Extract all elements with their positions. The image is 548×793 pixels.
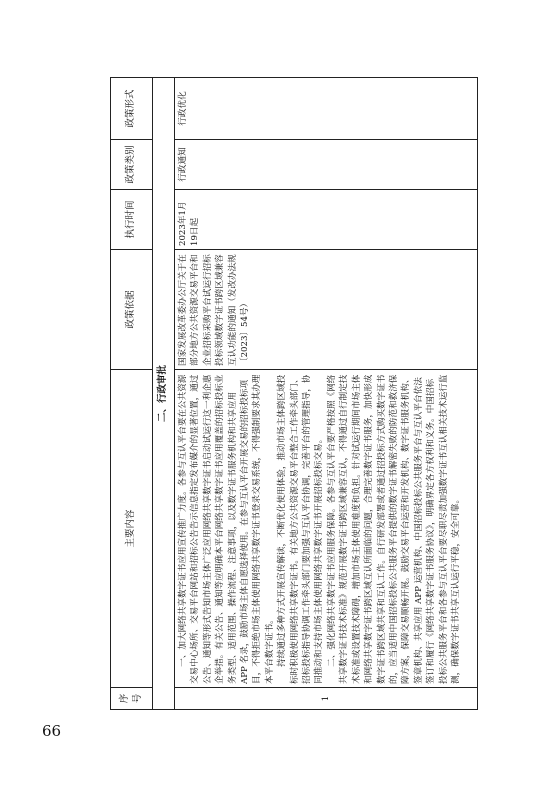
policy-table	[110, 77, 478, 710]
header-content: 主要内容	[111, 370, 153, 688]
policy-table-frame	[110, 78, 478, 710]
header-type: 政策类别	[111, 140, 153, 190]
policy-table-rotated	[110, 78, 478, 710]
row-time: 2023年1月19日起	[175, 190, 478, 250]
header-seq: 序号	[111, 688, 153, 710]
row-seq: 1	[175, 688, 478, 710]
content-paragraph-2: 持续通过多种方式开展宣传解读，不断优化使用体验，推动市场主体跨区域投标时积极使用网络共享数字证书。有关地方公共资源交易平台整合工作牵头部门、招标投标指导协调工作牵头部门要加强与互认平台协调，完善平台的管理指导，协同推动和支持市场主体使用网络共享数字证书开展招标投标交易。	[277, 374, 325, 684]
table-row	[175, 78, 478, 710]
row-content	[175, 370, 478, 688]
page-number: 66	[42, 722, 62, 740]
section-title: 二、行政审批	[153, 78, 175, 710]
header-basis: 政策依据	[111, 250, 153, 370]
table-header-row	[111, 78, 153, 710]
row-basis: 国家发展改革委办公厅关于在部分地方公共资源交易平台和企业招标采购平台试运行招标投标领域数字证书跨区域兼容互认功能的通知（发改办法规〔2023〕54号）	[175, 250, 478, 370]
header-time: 执行时间	[111, 190, 153, 250]
row-form: 行政优化	[175, 78, 478, 140]
row-type: 行政通知	[175, 140, 478, 190]
header-form: 政策形式	[111, 78, 153, 140]
section-row	[153, 78, 175, 710]
content-paragraph-1: 一、加大网络共享数字证书应用宣传推广力度。各参与互认平台要在公共资源交易中心场所、交易平台网站和招标公告告示信息指定发布媒介的显著位置，通过公告、通知等形式告知市场主体广泛应用网络共享数字证书启动试运行这一利企惠企举措。有关公告、通知等应明确本平台网络共享数字证书应用覆盖的招标投标业务类型、适用范围、操作流程、注意事项，以及数字证书服务机构和共享应用 APP 名录，鼓励市场主体自愿选择使用。在参与互认平台开展交易的招标投标项目，不得拒绝市场主体使用网络共享数字证书登录交易系统，不得强制要求其办理本平台数字证书。	[178, 374, 275, 684]
content-paragraph-3: 二、强化网络共享数字证书应用服务保障。各参与互认平台要严格按照《网络共享数字证书技术标准》规范开展数字证书跨区域兼容互认，不得通过自行制定技术标准或设置技术障碍，增加市场主体使用难度和负担。针对试运行期间市场主体和网络共享数字证书跨区域互认所面临的问题，合理完善数字证书服务，加快形成数字证书跨区域共享和互认工作。自行研发部署或者通过招投标方式购买数字证书的，应当适用中国招标投标公共服务平台提供的数字证书解密失败的防范和救济保障方案，保障交易顺畅开展。鼓励交易平台运营和开发机构、数字证书服务机构、签章机构、共享应用 APP 运营机构、中国招标投标公共服务平台与互认平台依法签订和履行《网络共享数字证书服务协议》，明确界定各方权利和义务。中国招标投标公共服务平台和各参与互认平台要尽职尽责加强数字证书互认相关技术运行监测，确保数字证书共享互认运行平稳，安全可靠。	[326, 374, 461, 684]
